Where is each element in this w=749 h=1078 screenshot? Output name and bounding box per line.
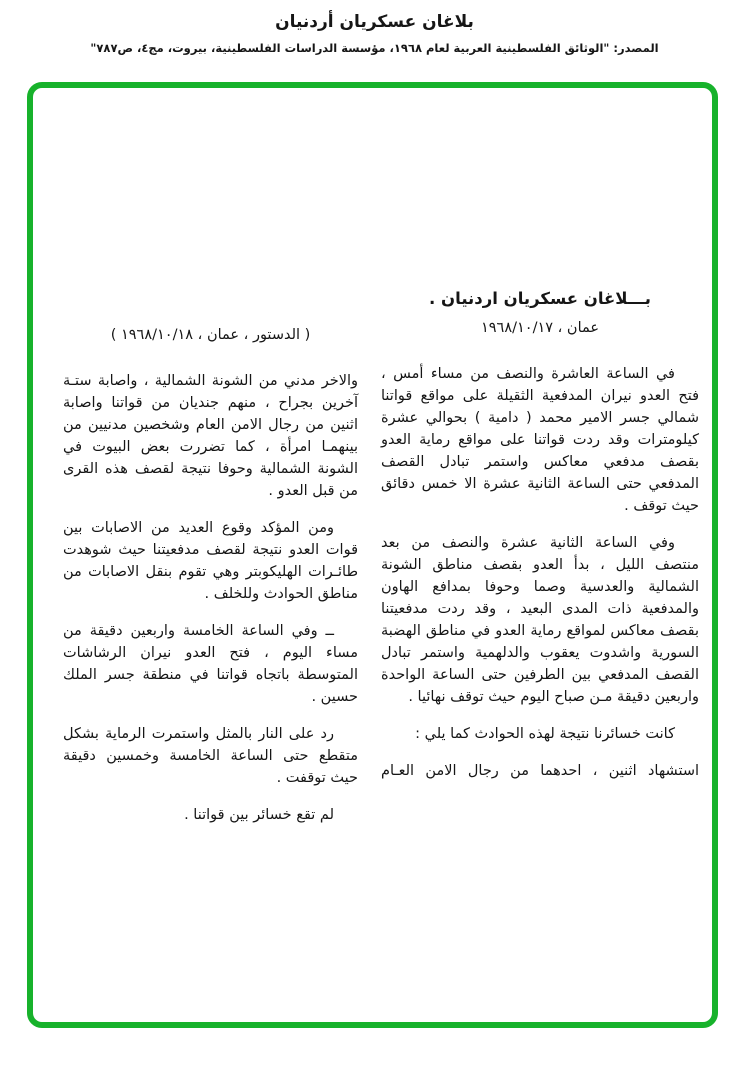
- paragraph: لم تقع خسائر بين قواتنا .: [184, 807, 334, 823]
- column-first: [381, 288, 699, 841]
- paragraph: وفي الساعة الثانية عشرة والنصف من بعد منتصف الليل ، بدأ العدو بقصف مناطق الشونة الشمالية والعدسية وصما وحوفا بمدافع الهاون والمدفعية ذات المدى البعيد ، وقد ردت مدفعيتنا بقصف معاكس لمواقع رماية العدو في مناطق الهضبة السورية واشدوت يعقوب والدلهمية واستمر تبادل القصف المدفعي بين الطرفين حتى الساعة الواحدة واربعين دقيقة مـن صباح اليوم حيث توقف نهائيا .: [381, 535, 699, 705]
- paragraph: في الساعة العاشرة والنصف من مساء أمس ، فتح العدو نيران المدفعية الثقيلة على مواقع قواتنا شمالي جسر الامير محمد ( دامية ) بحوالي عشرة كيلومترات وقد ردت قواتنا على مواقع رماية العدو بقصف مدفعي معاكس واستمر تبادل القصف المدفعي حتى الساعة الثانية عشرة الا خمس دقائق حيث توقف .: [381, 366, 699, 514]
- page-header: [0, 12, 749, 55]
- page-title: بلاغان عسكريان أردنيان: [275, 12, 474, 32]
- paragraph: ــ وفي الساعة الخامسة واربعين دقيقة من مساء اليوم ، فتح العدو نيران الرشاشات المتوسطة باتجاه قواتنا في منطقة جسر الملك حسين .: [63, 623, 358, 705]
- paragraph: والاخر مدني من الشونة الشمالية ، واصابة ستـة آخرين بجراح ، منهم جنديان من قواتنا واصابة اثنين من رجال الامن العام وشخصين مدنيين من بينهمـا امرأة ، كما تضررت بعض البيوت في الشونة الشمالية وحوفا نتيجة لقصف هذه القرى من قبل العدو .: [63, 373, 358, 499]
- communique-body: [63, 288, 699, 841]
- source-line: المصدر: "الوثائق الفلسطينية العربية لعام ١٩٦٨، مؤسسة الدراسات الفلسطينية، بيروت، مج٤، ص٧٨٧": [90, 41, 659, 55]
- paragraph: استشهاد اثنين ، احدهما من رجال الامن العـام: [381, 763, 699, 779]
- document-frame: [27, 82, 718, 1028]
- newspaper-citation: ( الدستور ، عمان ، ١٩٦٨/١٠/١٨ ): [110, 327, 311, 343]
- communique-heading: بـــلاغان عسكريان اردنيان .: [429, 289, 651, 308]
- communique-dateline: عمان ، ١٩٦٨/١٠/١٧: [480, 320, 600, 336]
- paragraph: كانت خسائرنا نتيجة لهذه الحوادث كما يلي :: [415, 726, 675, 742]
- paragraph: رد على النار بالمثل واستمرت الرماية بشكل متقطع حتى الساعة الخامسة وخمسين دقيقة حيث توقفت .: [63, 726, 358, 786]
- paragraph: ومن المؤكد وقوع العديد من الاصابات بين قوات العدو نتيجة لقصف مدفعيتنا حيث شوهدت طائـرات الهليكوبتر وهي تقوم بنقل الاصابات من مناطق الحوادث وللخلف .: [63, 520, 358, 602]
- column-second: [63, 288, 358, 841]
